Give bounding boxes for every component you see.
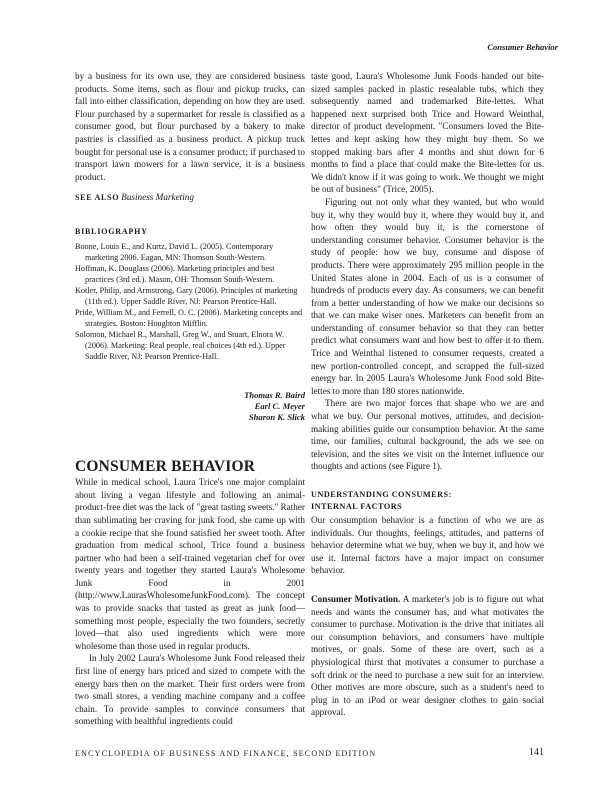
left-column xyxy=(75,70,305,728)
section-heading-line: UNDERSTANDING CONSUMERS: xyxy=(311,490,452,499)
footer-publication-title: ENCYCLOPEDIA OF BUSINESS AND FINANCE, SECOND EDITION xyxy=(75,749,377,758)
see-also xyxy=(75,191,305,205)
bibliography-entry: Hoffman, K. Douglass (2006). Marketing principles and best practices (3rd ed.). Mason, OH: Thomson South-Western. xyxy=(75,263,275,284)
article-paragraph xyxy=(311,593,544,719)
bibliography-entry: Boone, Louis E., and Kurtz, David L. (2005). Contemporary marketing 2006. Eagan, MN: Thomson South-Western. xyxy=(75,241,274,262)
running-header: Consumer Behavior xyxy=(487,42,558,52)
author-credits xyxy=(75,390,305,423)
see-also-label: SEE ALSO xyxy=(75,193,120,203)
author-name: Earl C. Meyer xyxy=(254,400,305,411)
bibliography-entry: Solomon, Michael R., Marshall, Greg W., and Stuart, Elnora W. (2006). Marketing: Real people, real choices (4th ed.). Upper Saddle River, NJ: Pearson Prentice-Hall. xyxy=(75,329,286,361)
see-also-link[interactable]: Business Marketing xyxy=(121,192,194,203)
article-paragraph: taste good, Laura's Wholesome Junk Foods handed out bite-sized samples packed in plastic resealable tubs, which they subsequently named and trademarked Bite-lettes. What happened next surprised both Trice and Howard Weinthal, director of product development. "Consumers loved the Bite-lettes and kept asking how they might buy them. So we stopped making bars after 4 months and shut down for 6 months to find a place that could make the Bite-lettes for us. We didn't know if it was going to work. We thought we might be out of business" (Trice, 2005). xyxy=(311,71,544,195)
article-paragraph: While in medical school, Laura Trice's one major complaint about living a vegan lifestyle and following an animal-product-free diet was the lack of "great tasting sweets." Rather than sublimating her craving for junk food, she came up with a cookie recipe that she found satisfied her sweet tooth. After graduation from medical school, Trice found a business partner who had been a self-trained vegetarian chef for over twenty years and together they started Laura's Wholesome Junk Food in 2001 (http://www.LaurasWholesomeJunkFood.com). The concept was to provide snacks that tasted as great as junk food—something most people, especially the two founders, secretly loved—that also used ingredients which were more wholesome than those used in regular products. xyxy=(75,477,305,651)
article-paragraph: In July 2002 Laura's Wholesome Junk Food released their first line of energy bars priced and sized to compete with the energy bars then on the market. Their first orders were from two small stores, a vending machine company and a coffee chain. To provide samples to convince consumers that something with healthful ingredients could xyxy=(75,653,305,727)
page-number: 141 xyxy=(529,747,544,758)
right-column xyxy=(311,70,544,719)
author-name: Thomas R. Baird xyxy=(244,389,305,400)
article-title: CONSUMER BEHAVIOR xyxy=(75,457,256,475)
author-name: Sharon K. Slick xyxy=(248,411,305,422)
article-paragraph: Our consumption behavior is a function of who we are as individuals. Our thoughts, feelings, attitudes, and patterns of behavior determine what we buy, when we buy it, and how we use it. Internal factors have a major impact on consumer behavior. xyxy=(311,515,544,576)
intro-paragraph: by a business for its own use, they are considered business products. Some items, such as flour and pickup trucks, can fall into either classification, depending on how they are used. Flour purchased by a supermarket for resale is classified as a consumer good, but flour purchased by a bakery to make pastries is classified as a business product. A pickup truck bought for personal use is a consumer product; if purchased to transport lawn mowers for a lawn service, it is a business product. xyxy=(75,71,305,182)
article-paragraph: There are two major forces that shape who we are and what we buy. Our personal motives, attitudes, and decision-making abilities guide our consumption behavior. At the same time, our families, cultural background, the ads we see on television, and the sites we visit on the Internet influence our thoughts and actions (see Figure 1). xyxy=(311,398,544,472)
bibliography-entry: Kotler, Philip, and Armstrong, Gary (2006). Principles of marketing (11th ed.). Upper Saddle River, NJ: Pearson Prentice-Hall. xyxy=(75,285,298,306)
run-in-heading: Consumer Motivation. xyxy=(311,593,401,604)
paragraph-text: A marketer's job is to figure out what needs and wants the consumer has, and what motivates the consumer to purchase. Motivation is the drive that initiates all our consumption behaviors, and consumers have multiple motives, or goals. Some of these are overt, such as a physiological thirst that motivates a consumer to purchase a soft drink or the need to purchase a new suit for an interview. Other motives are more obscure, such as a student's need to plug in to an iPod or wear designer clothes to gain social approval. xyxy=(311,593,545,718)
article-paragraph: Figuring out not only what they wanted, but who would buy it, why they would buy it, where they would buy it, and how often they would buy it, is the cornerstone of understanding consumer behavior. Consumer behavior is the study of people: how we buy, consume and dispose of products. There were approximately 295 million people in the United States alone in 2004. Each of us is a consumer of hundreds of products every day. As consumers, we can benefit from a better understanding of how we make our decisions so that we can make wiser ones. Marketers can benefit from an understanding of consumer behavior so that they can better predict what consumers want and how best to offer it to them. Trice and Weinthal listened to consumer requests, created a new portion-controlled concept, and scrapped the full-sized energy bar. In 2005 Laura's Wholesome Junk Food sold Bite-lettes to more than 180 stores nationwide. xyxy=(311,196,544,396)
bibliography-list xyxy=(75,241,305,362)
section-heading xyxy=(311,489,544,512)
bibliography-title: BIBLIOGRAPHY xyxy=(75,226,148,236)
section-heading-line: INTERNAL FACTORS xyxy=(311,501,403,511)
bibliography-entry: Pride, William M., and Ferrell, O. C. (2006). Marketing concepts and strategies. Boston: Houghton Mifflin. xyxy=(75,307,303,328)
